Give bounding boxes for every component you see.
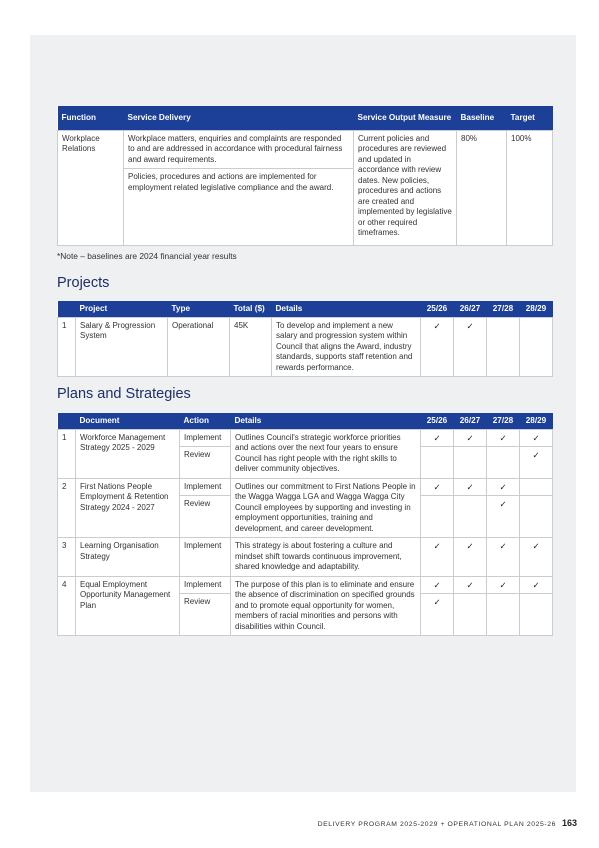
row-number: 4: [58, 576, 76, 636]
tick-mark: ✓: [487, 478, 520, 496]
action-label: Review: [180, 496, 231, 538]
delivery-cell: Policies, procedures and actions are implemented for employment related legislative compliance and the award.: [124, 169, 354, 246]
tick-mark: ✓: [454, 576, 487, 594]
target-cell: 100%: [507, 130, 553, 246]
document-name: Learning Organisation Strategy: [76, 538, 180, 577]
plans-heading: Plans and Strategies: [57, 386, 191, 402]
table-row: [58, 576, 553, 594]
tick-mark: ✓: [520, 538, 553, 577]
header-details: Details: [231, 413, 421, 429]
tick-mark: ✓: [487, 576, 520, 594]
action-label: Implement: [180, 429, 231, 447]
tick-mark: ✓: [454, 478, 487, 496]
tick-mark: [520, 317, 553, 377]
header-action: Action: [180, 413, 231, 429]
project-details: To develop and implement a new salary and progression system within Council that aligns the Award, industry standards, supports staff retention and rewards performance.: [272, 317, 421, 377]
tick-mark: [520, 478, 553, 496]
action-label: Review: [180, 447, 231, 479]
header-year-2627: 26/27: [454, 301, 487, 317]
header-year-2829: 28/29: [520, 413, 553, 429]
action-label: Implement: [180, 478, 231, 496]
table-row: [58, 317, 553, 377]
tick-mark: ✓: [421, 594, 454, 636]
action-label: Review: [180, 594, 231, 636]
header-number: [58, 413, 76, 429]
header-target: Target: [507, 106, 553, 130]
plan-details: The purpose of this plan is to eliminate and ensure the absence of discrimination on specified grounds and to promote equal opportunity for women, members of racial minorities and persons with disabilities within Council.: [231, 576, 421, 636]
header-output-measure: Service Output Measure: [354, 106, 457, 130]
project-name: Salary & Progression System: [76, 317, 168, 377]
header-baseline: Baseline: [457, 106, 507, 130]
delivery-cell: Workplace matters, enquiries and complaints are responded to and are addressed in accordance with procedural fairness and award requirements.: [124, 130, 354, 169]
tick-mark: ✓: [487, 538, 520, 577]
header-year-2728: 27/28: [487, 413, 520, 429]
tick-mark: ✓: [421, 317, 454, 377]
header-year-2526: 25/26: [421, 301, 454, 317]
tick-mark: ✓: [421, 478, 454, 496]
tick-mark: [421, 447, 454, 479]
header-project: Project: [76, 301, 168, 317]
document-name: First Nations People Employment & Retention Strategy 2024 - 2027: [76, 478, 180, 538]
baseline-note: *Note – baselines are 2024 financial year results: [57, 251, 237, 261]
tick-mark: ✓: [421, 538, 454, 577]
tick-mark: ✓: [520, 429, 553, 447]
table-row: [58, 538, 553, 577]
header-year-2526: 25/26: [421, 413, 454, 429]
header-year-2728: 27/28: [487, 301, 520, 317]
header-number: [58, 301, 76, 317]
table-row: [58, 429, 553, 447]
header-type: Type: [168, 301, 230, 317]
tick-mark: [454, 447, 487, 479]
page-number: 163: [561, 818, 577, 828]
tick-mark: ✓: [421, 576, 454, 594]
project-total: 45K: [230, 317, 272, 377]
header-details: Details: [272, 301, 421, 317]
tick-mark: ✓: [520, 447, 553, 479]
tick-mark: ✓: [454, 429, 487, 447]
table-row: [58, 478, 553, 496]
plan-details: This strategy is about fostering a culture and mindset shift towards continuous improvement, shared knowledge and adaptability.: [231, 538, 421, 577]
row-number: 3: [58, 538, 76, 577]
tick-mark: [520, 496, 553, 538]
tick-mark: ✓: [454, 538, 487, 577]
header-year-2627: 26/27: [454, 413, 487, 429]
tick-mark: [487, 594, 520, 636]
action-label: Implement: [180, 538, 231, 577]
document-name: Equal Employment Opportunity Management Plan: [76, 576, 180, 636]
tick-mark: [421, 496, 454, 538]
tick-mark: ✓: [454, 317, 487, 377]
footer-text: DELIVERY PROGRAM 2025-2029 + OPERATIONAL PLAN 2025-26: [317, 821, 556, 828]
tick-mark: [487, 317, 520, 377]
project-type: Operational: [168, 317, 230, 377]
plans-table: [57, 413, 553, 636]
row-number: 1: [58, 317, 76, 377]
function-cell: Workplace Relations: [58, 130, 124, 246]
tick-mark: [487, 447, 520, 479]
plan-details: Outlines Council's strategic workforce priorities and actions over the next four years to ensure Council has right people with the right skills to deliver community objectives.: [231, 429, 421, 478]
header-document: Document: [76, 413, 180, 429]
header-service-delivery: Service Delivery: [124, 106, 354, 130]
document-name: Workforce Management Strategy 2025 - 2029: [76, 429, 180, 478]
header-year-2829: 28/29: [520, 301, 553, 317]
header-function: Function: [58, 106, 124, 130]
header-total: Total ($): [230, 301, 272, 317]
projects-heading: Projects: [57, 275, 110, 291]
plan-details: Outlines our commitment to First Nations People in the Wagga Wagga LGA and Wagga Wagga City Council employees by supporting and investing in employment opportunities, training and development, and career development.: [231, 478, 421, 538]
row-number: 1: [58, 429, 76, 478]
action-label: Implement: [180, 576, 231, 594]
tick-mark: ✓: [421, 429, 454, 447]
tick-mark: ✓: [487, 496, 520, 538]
projects-table: [57, 301, 553, 377]
tick-mark: ✓: [520, 576, 553, 594]
service-table: [57, 106, 553, 246]
tick-mark: [454, 594, 487, 636]
measure-cell: Current policies and procedures are reviewed and updated in accordance with review dates. New policies, procedures and actions are created and implemented by legislative or other required timeframes.: [354, 130, 457, 246]
baseline-cell: 80%: [457, 130, 507, 246]
page-footer: [318, 818, 577, 828]
tick-mark: [520, 594, 553, 636]
tick-mark: [454, 496, 487, 538]
row-number: 2: [58, 478, 76, 538]
tick-mark: ✓: [487, 429, 520, 447]
